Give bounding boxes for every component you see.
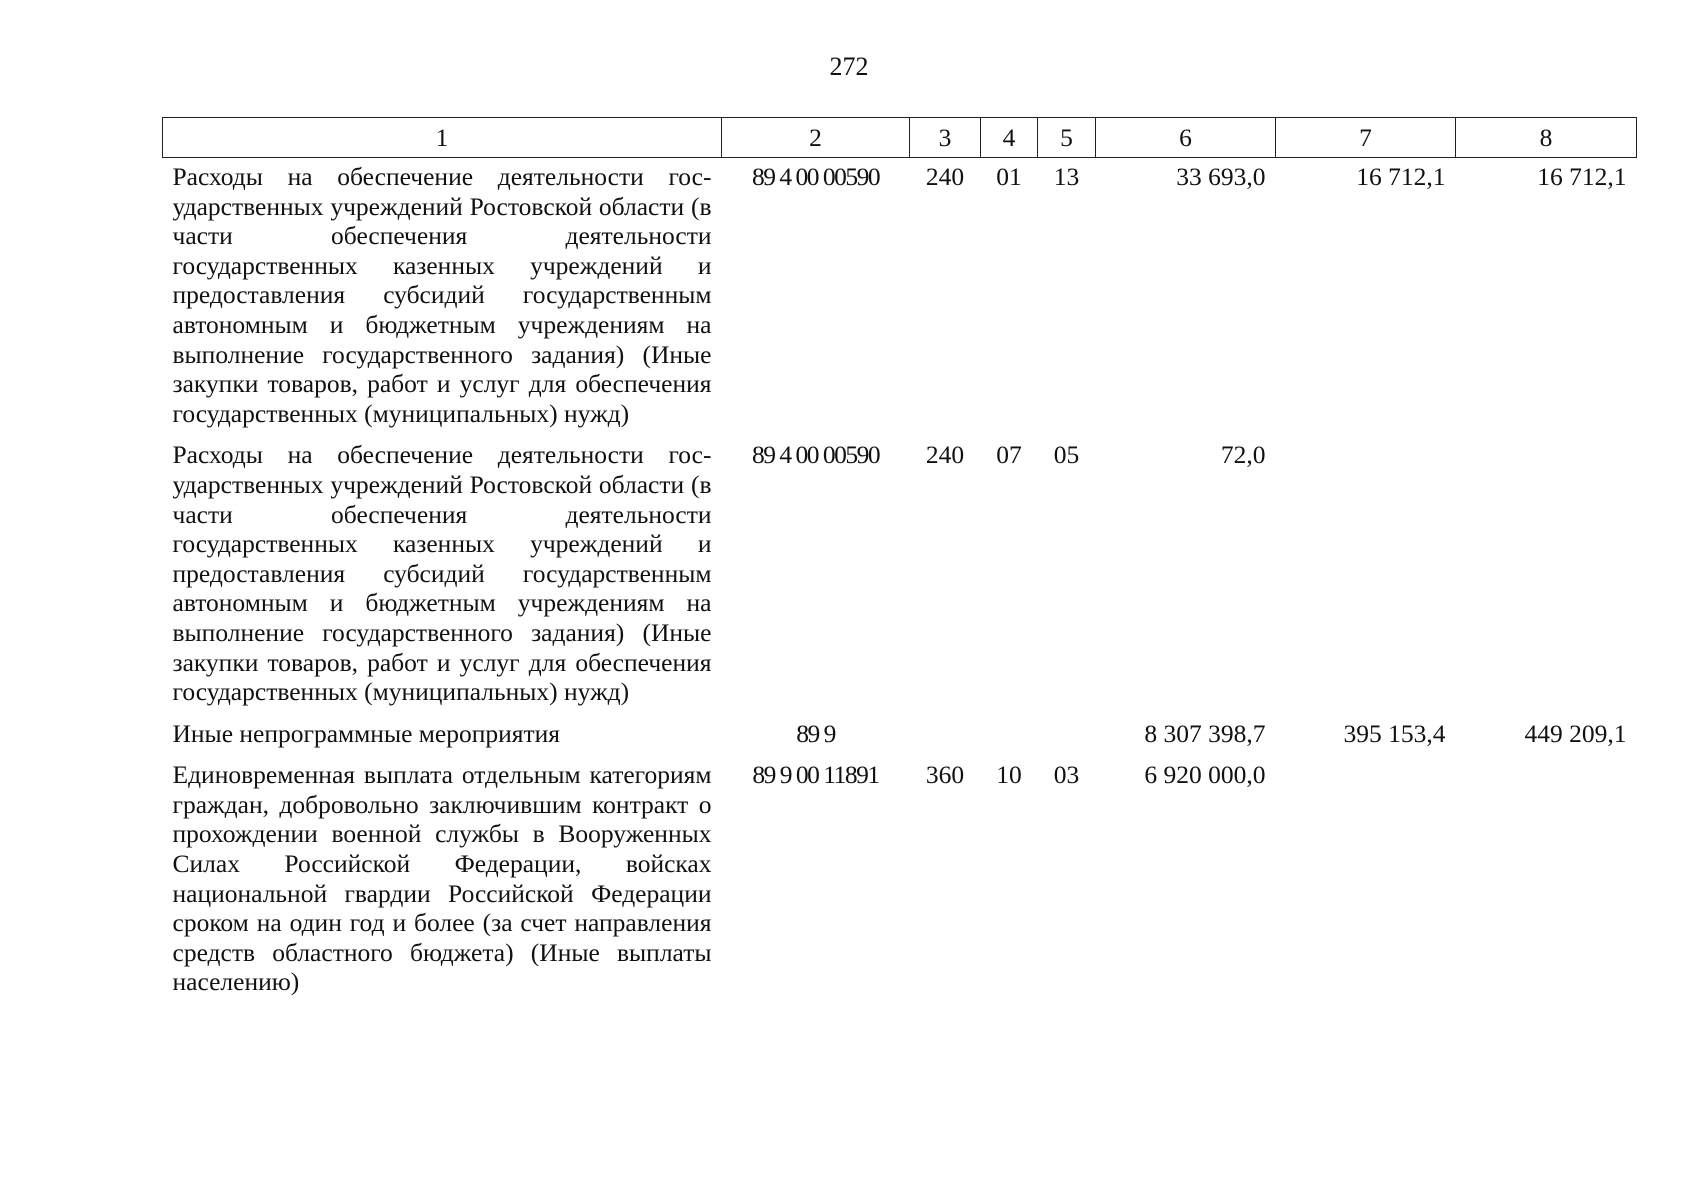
row-description: Иные непрограммные мероприятия xyxy=(172,718,561,748)
row-amount-col8 xyxy=(1456,756,1637,1005)
row-target-code: 89 9 00 11891 xyxy=(752,760,879,790)
row-section: 07 xyxy=(996,440,1022,470)
row-amount-col6: 6 920 000,0 xyxy=(1144,760,1266,790)
row-description: Единовременная выплата отдельным категориям граждан, добровольно заключившим контракт о прохождении военной службы в Вооруженных Силах Российской Федерации, войсках национальной гвардии Российской Федерации сроком на один год и более (за счет направления средств областного бюджета) (Иные выплаты населению) xyxy=(172,760,712,997)
row-subsection: 05 xyxy=(1053,440,1080,470)
column-header-3: 3 xyxy=(910,118,981,158)
row-amount-col7 xyxy=(1276,436,1456,714)
row-section: 01 xyxy=(996,162,1022,191)
table-row xyxy=(163,756,1637,1005)
row-expense-type: 240 xyxy=(925,440,965,470)
row-expense-type: 240 xyxy=(925,162,965,191)
row-amount-col8: 449 209,1 xyxy=(1524,718,1627,748)
page-number: 272 xyxy=(829,52,869,81)
column-header-6: 6 xyxy=(1096,118,1276,158)
row-target-code: 89 4 00 00590 xyxy=(751,440,880,470)
column-header-4: 4 xyxy=(981,118,1038,158)
column-header-2: 2 xyxy=(722,118,910,158)
table-row xyxy=(163,436,1637,714)
row-expense-type xyxy=(910,715,981,757)
column-header-5: 5 xyxy=(1038,118,1096,158)
column-header-7: 7 xyxy=(1276,118,1456,158)
table-row xyxy=(163,715,1637,757)
row-amount-col8: 16 712,1 xyxy=(1537,162,1627,191)
row-amount-col6: 33 693,0 xyxy=(1176,162,1266,191)
row-subsection: 13 xyxy=(1053,162,1080,191)
row-description: Расходы на обеспечение деятельности государственных учреждений Ростовской области (в части обеспечения деятельности государственных казенных учреждений и предоставления субсидий государственным автономным и бюджетным учреждениям на выполнение государственного задания) (Иные закупки товаров, работ и услуг для обеспечения государственных (муниципальных) нужд) xyxy=(172,440,712,707)
row-amount-col6: 72,0 xyxy=(1220,440,1266,470)
row-amount-col7 xyxy=(1276,756,1456,1005)
budget-table xyxy=(162,117,1637,1005)
column-header-1: 1 xyxy=(163,118,722,158)
row-target-code: 89 9 xyxy=(796,718,835,748)
column-header-8: 8 xyxy=(1456,118,1637,158)
row-amount-col8 xyxy=(1456,436,1637,714)
row-expense-type: 360 xyxy=(925,760,965,790)
row-description: Расходы на обеспечение деятельности государственных учреждений Ростовской области (в части обеспечения деятельности государственных казенных учреждений и предоставления субсидий государственным автономным и бюджетным учреждениям на выполнение государственного задания) (Иные закупки товаров, работ и услуг для обеспечения государственных (муниципальных) нужд) xyxy=(172,162,712,428)
row-subsection: 03 xyxy=(1053,760,1080,790)
header-row xyxy=(163,118,1637,158)
row-section: 10 xyxy=(996,760,1022,790)
row-section xyxy=(981,715,1038,757)
row-amount-col6: 8 307 398,7 xyxy=(1144,718,1266,748)
row-subsection xyxy=(1038,715,1096,757)
row-target-code: 89 4 00 00590 xyxy=(751,162,880,191)
row-amount-col7: 16 712,1 xyxy=(1356,162,1446,191)
row-amount-col7: 395 153,4 xyxy=(1343,718,1446,748)
table-row xyxy=(163,158,1637,437)
